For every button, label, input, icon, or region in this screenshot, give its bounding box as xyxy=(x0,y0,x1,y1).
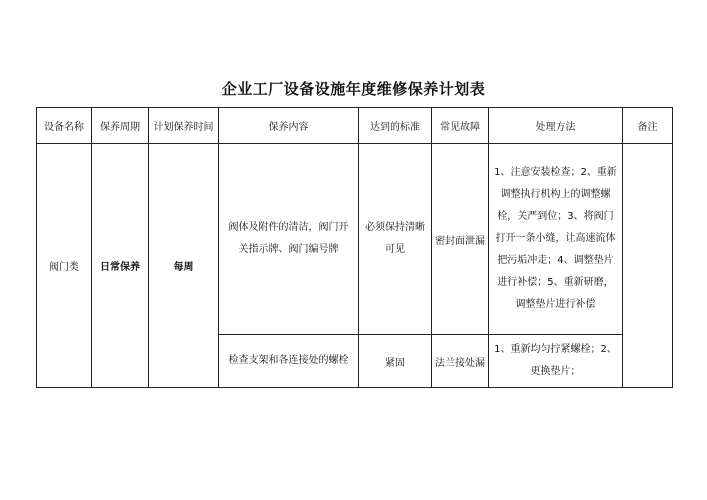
header-cycle: 保养周期 xyxy=(92,108,149,144)
standard-text: 必须保持清晰可见 xyxy=(365,222,425,255)
table-row xyxy=(37,144,673,335)
header-equipment: 设备名称 xyxy=(37,108,92,144)
content-text: 阀体及附件的清洁，阀门开关指示牌、阀门编号牌 xyxy=(228,222,349,255)
content-text: 检查支架和各连接处的螺栓 xyxy=(228,355,349,366)
remark-cell xyxy=(623,144,673,388)
method-cell xyxy=(489,144,623,335)
standard-cell xyxy=(359,144,432,335)
method-text: 1、重新均匀拧紧螺栓；2、更换垫片； xyxy=(494,344,617,377)
header-method: 处理方法 xyxy=(489,108,623,144)
equipment-name-cell: 阀门类 xyxy=(37,144,92,388)
header-remark: 备注 xyxy=(623,108,673,144)
maintenance-plan-table xyxy=(36,107,673,388)
content-cell xyxy=(219,144,359,335)
fault-cell: 密封面泄漏 xyxy=(432,144,489,335)
method-cell xyxy=(489,335,623,388)
fault-cell: 法兰接处漏 xyxy=(432,335,489,388)
header-plan-time: 计划保养时间 xyxy=(149,108,219,144)
method-text: 1、注意安装检查；2、重新调整执行机构上的调整螺栓，关严到位；3、将阀门打开一条小缝，让高速流体把污垢冲走；4、调整垫片进行补偿；5、重新研磨，调整垫片进行补偿 xyxy=(494,167,617,310)
header-content: 保养内容 xyxy=(219,108,359,144)
header-row xyxy=(37,108,673,144)
standard-cell: 紧固 xyxy=(359,335,432,388)
header-standard: 达到的标准 xyxy=(359,108,432,144)
cycle-cell: 日常保养 xyxy=(92,144,149,388)
plan-time-cell: 每周 xyxy=(149,144,219,388)
document-title: 企业工厂设备设施年度维修保养计划表 xyxy=(221,80,486,98)
header-fault: 常见故障 xyxy=(432,108,489,144)
content-cell xyxy=(219,335,359,388)
